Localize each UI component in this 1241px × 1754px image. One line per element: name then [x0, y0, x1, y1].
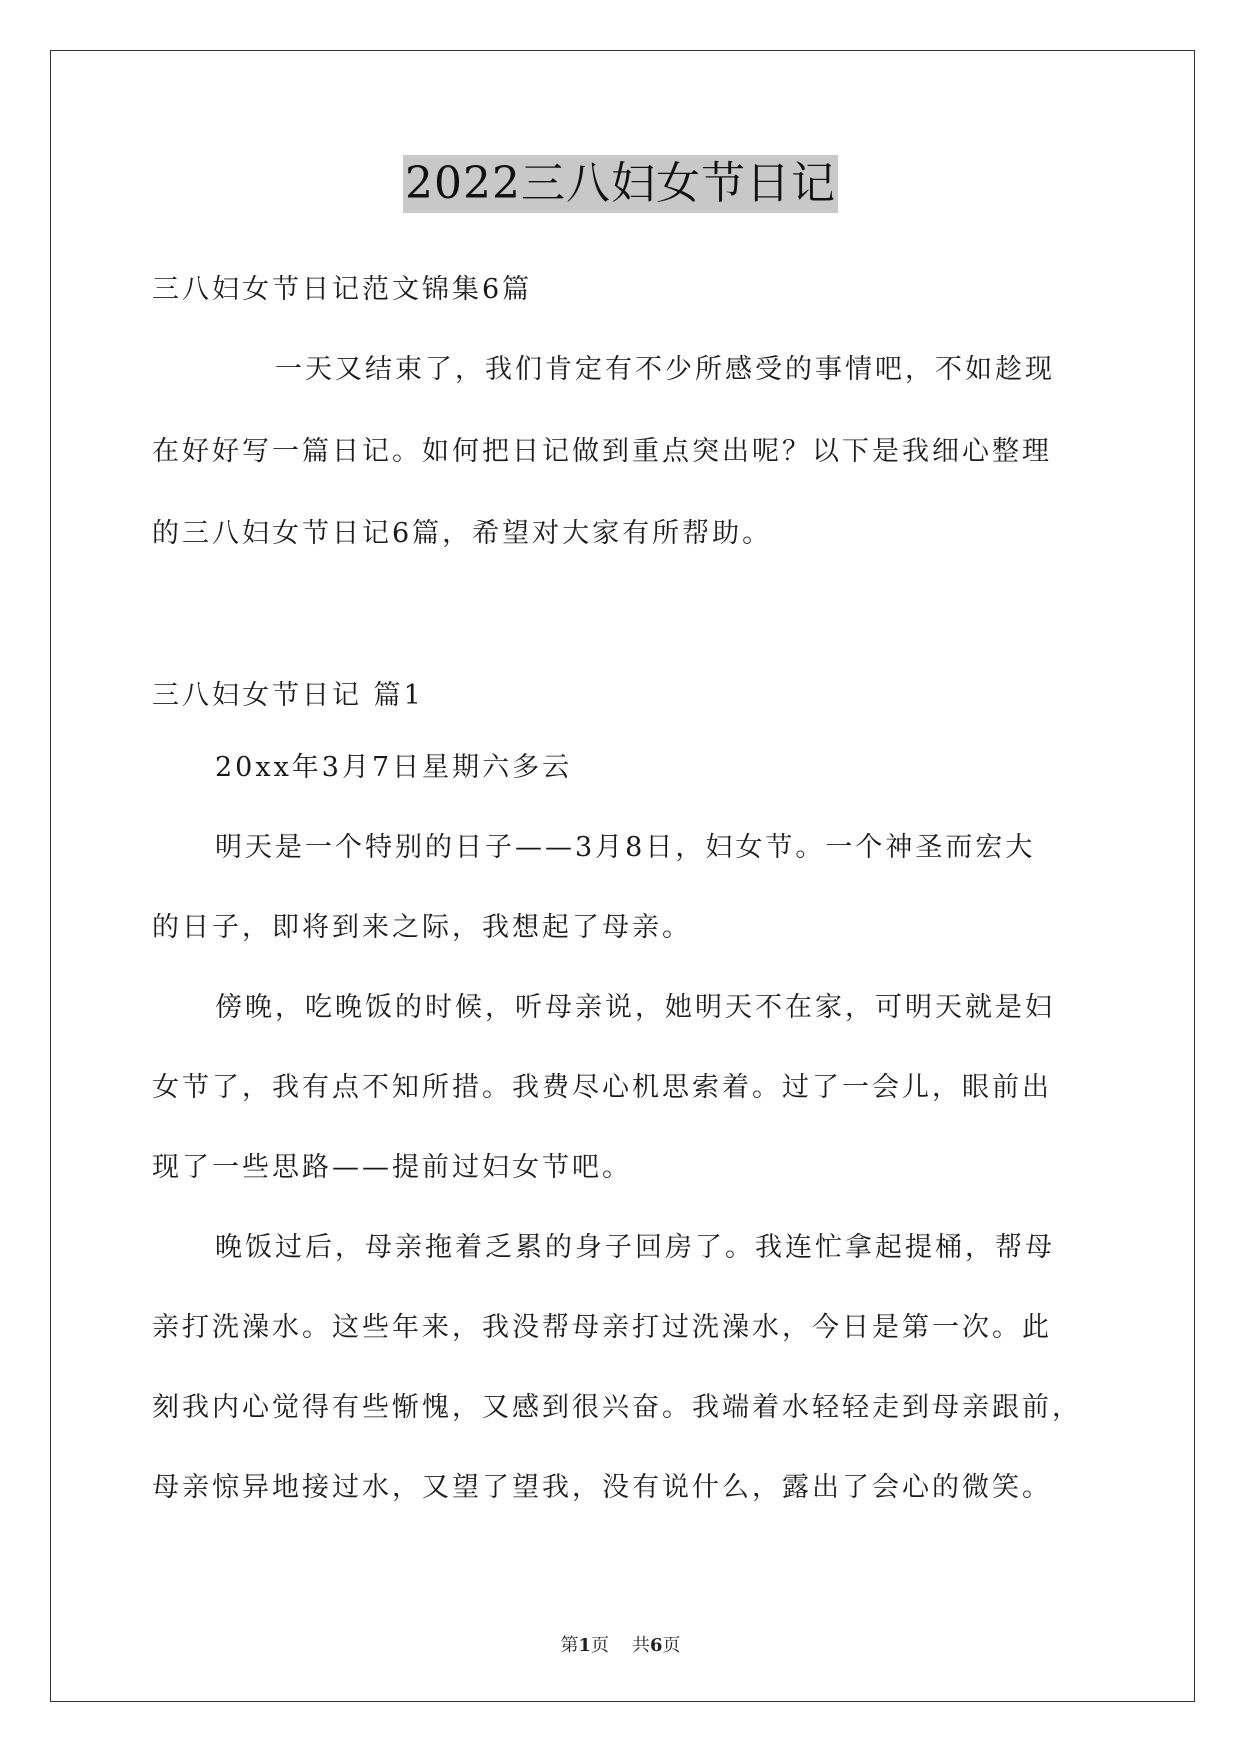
- page-footer: [0, 1633, 1241, 1659]
- title-wrapper: [0, 155, 1241, 213]
- intro-line-2: 在好好写一篇日记。如何把日记做到重点突出呢？以下是我细心整理: [152, 436, 1052, 467]
- intro-line-3: 的三八妇女节日记6篇，希望对大家有所帮助。: [152, 518, 773, 549]
- intro-line-1: 一天又结束了，我们肯定有不少所感受的事情吧，不如趁现: [275, 354, 1055, 385]
- body-line: 女节了，我有点不知所措。我费尽心机思索着。过了一会儿，眼前出: [152, 1072, 1052, 1103]
- body-line: 明天是一个特别的日子——3月8日，妇女节。一个神圣而宏大: [215, 832, 1036, 863]
- body-line: 现了一些思路——提前过妇女节吧。: [152, 1152, 632, 1183]
- body-line: 傍晚，吃晚饭的时候，听母亲说，她明天不在家，可明天就是妇: [215, 992, 1055, 1023]
- footer-total-prefix: 共: [631, 1635, 650, 1656]
- body-line: 亲打洗澡水。这些年来，我没帮母亲打过洗澡水，今日是第一次。此: [152, 1312, 1052, 1343]
- footer-page-prefix: 第: [560, 1635, 579, 1656]
- section-heading: 三八妇女节日记 篇1: [152, 680, 424, 711]
- body-line: 晚饭过后，母亲拖着乏累的身子回房了。我连忙拿起提桶，帮母: [215, 1232, 1055, 1263]
- body-line: 的日子，即将到来之际，我想起了母亲。: [152, 912, 692, 943]
- footer-total-number: 6: [649, 1635, 663, 1656]
- date-line: 20xx年3月7日星期六多云: [215, 752, 573, 783]
- footer-total-suffix: 页: [662, 1635, 681, 1656]
- body-line: 刻我内心觉得有些惭愧，又感到很兴奋。我端着水轻轻走到母亲跟前，: [152, 1392, 1082, 1423]
- footer-page-suffix: 页: [591, 1635, 610, 1656]
- subtitle: 三八妇女节日记范文锦集6篇: [152, 274, 533, 305]
- document-title: 2022三八妇女节日记: [403, 155, 838, 213]
- footer-page-number: 1: [578, 1635, 592, 1656]
- body-line: 母亲惊异地接过水，又望了望我，没有说什么，露出了会心的微笑。: [152, 1472, 1052, 1503]
